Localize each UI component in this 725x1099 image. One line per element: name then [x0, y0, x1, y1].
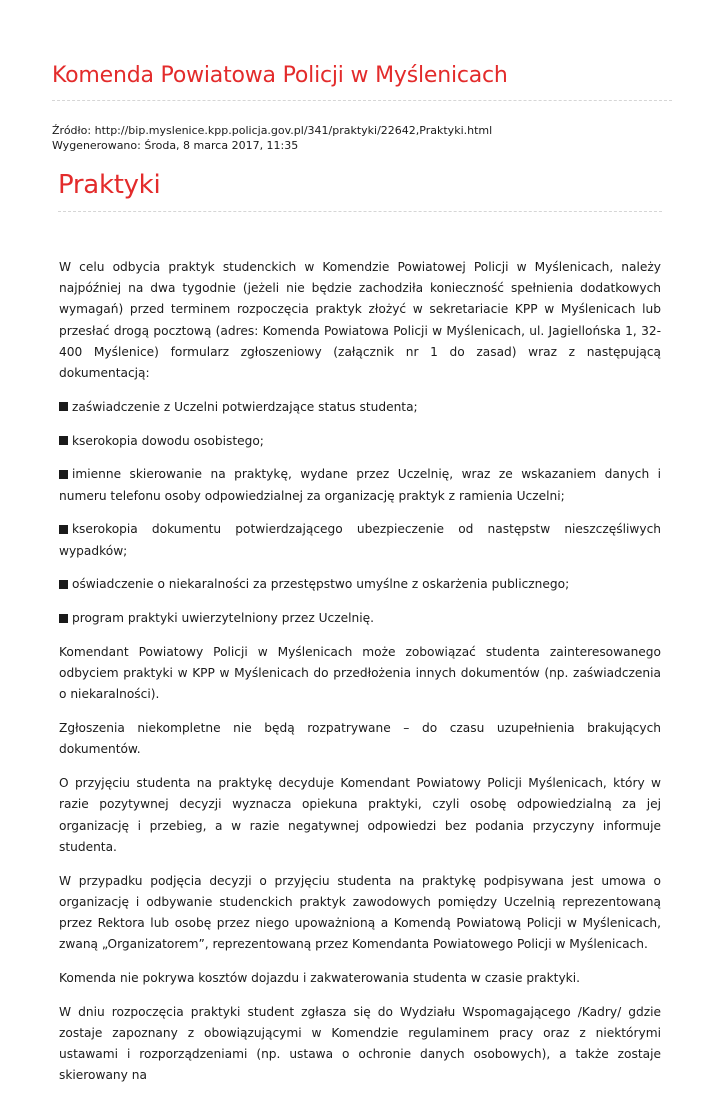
source-label: Źródło:: [52, 124, 92, 137]
header-divider: [52, 100, 672, 101]
list-item-text: zaświadczenie z Uczelni potwierdzające status studenta;: [72, 399, 418, 414]
list-item: [59, 519, 661, 561]
title-divider: [58, 211, 662, 212]
list-item-text: kserokopia dokumentu potwierdzającego ubezpieczenie od następstw nieszczęśliwych wypadków;: [59, 522, 661, 558]
list-item-text: imienne skierowanie na praktykę, wydane przez Uczelnię, wraz ze wskazaniem danych i numeru telefonu osoby odpowiedzialnej za organizację praktyk z ramienia Uczelni;: [59, 467, 661, 503]
square-bullet-icon: [59, 614, 68, 623]
body-paragraph: W dniu rozpoczęcia praktyki student zgłasza się do Wydziału Wspomagającego /Kadry/ gdzie zostaje zapoznany z obowiązującymi w Komendzie regulaminem pracy oraz z niektórymi ustawami i rozporządzeniami (np. ustawa o ochronie danych osobowych), a także zostaje skierowany na: [59, 1004, 661, 1083]
list-item-text: kserokopia dowodu osobistego;: [72, 433, 264, 448]
source-url[interactable]: http://bip.myslenice.kpp.policja.gov.pl/341/praktyki/22642,Praktyki.html: [94, 124, 493, 137]
list-item: [59, 397, 661, 418]
body-paragraph: Komendant Powiatowy Policji w Myślenicach może zobowiązać studenta zainteresowanego odbyciem praktyki w KPP w Myślenicach do przedłożenia innych dokumentów (np. zaświadczenia o niekaralności).: [59, 645, 661, 702]
list-item: [59, 431, 661, 452]
document-meta: [52, 124, 492, 153]
square-bullet-icon: [59, 470, 68, 479]
intro-paragraph: W celu odbycia praktyk studenckich w Komendzie Powiatowej Policji w Myślenicach, należy najpóźniej na dwa tygodnie (jeżeli nie będzie zachodziła konieczność spełnienia dodatkowych wymagań) przed terminem rozpoczęcia praktyk złożyć w sekretariacie KPP w Myślenicach lub przesłać drogą pocztową (adres: Komenda Powiatowa Policji w Myślenicach, ul. Jagiellońska 1, 32-400 Myślenice) formularz zgłoszeniowy (załącznik nr 1 do zasad) wraz z następującą dokumentacją:: [59, 260, 661, 381]
generated-label: Wygenerowano:: [52, 138, 141, 152]
square-bullet-icon: [59, 436, 68, 445]
generated-date: Środa, 8 marca 2017, 11:35: [144, 138, 299, 152]
generated-line: [52, 139, 492, 154]
list-item: [59, 608, 661, 629]
list-item: [59, 464, 661, 506]
page-title: Praktyki: [58, 170, 161, 200]
article-body: [59, 257, 661, 1099]
source-line: [52, 124, 492, 139]
list-item-text: oświadczenie o niekaralności za przestępstwo umyślne z oskarżenia publicznego;: [72, 577, 570, 592]
body-paragraph: O przyjęciu studenta na praktykę decyduje Komendant Powiatowy Policji Myślenicach, który w razie pozytywnej decyzji wyznacza opiekuna praktyki, czyli osobę odpowiedzialną za jej organizację i przebieg, a w razie negatywnej odpowiedzi bez podania przyczyny informuje studenta.: [59, 776, 661, 854]
square-bullet-icon: [59, 525, 68, 534]
list-item: [59, 574, 661, 595]
list-item-text: program praktyki uwierzytelniony przez Uczelnię.: [72, 611, 375, 626]
square-bullet-icon: [59, 402, 68, 411]
body-paragraph: Komenda nie pokrywa kosztów dojazdu i zakwaterowania studenta w czasie praktyki.: [59, 971, 580, 986]
square-bullet-icon: [59, 580, 68, 589]
body-paragraph: W przypadku podjęcia decyzji o przyjęciu studenta na praktykę podpisywana jest umowa o organizację i odbywanie studenckich praktyk zawodowych pomiędzy Uczelnią reprezentowaną przez Rektora lub osobę przez niego upoważnioną a Komendą Powiatową Policji w Myślenicach, zwaną „Organizatorem”, reprezentowaną przez Komendanta Powiatowego Policji w Myślenicach.: [59, 873, 661, 952]
body-paragraph: Zgłoszenia niekompletne nie będą rozpatrywane – do czasu uzupełnienia brakujących dokumentów.: [59, 721, 661, 757]
site-title: Komenda Powiatowa Policji w Myślenicach: [52, 63, 508, 88]
